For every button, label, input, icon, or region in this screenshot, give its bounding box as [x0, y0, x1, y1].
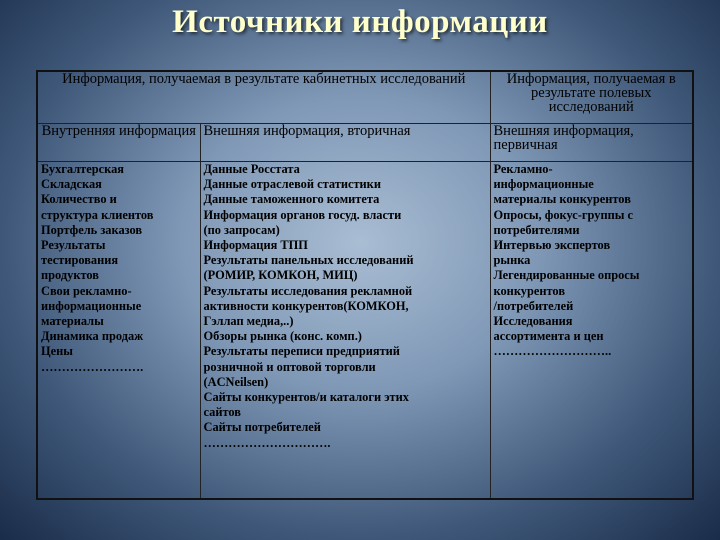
list-item: структура клиентов	[41, 207, 154, 222]
list-item: Результаты переписи предприятий	[203, 344, 400, 359]
list-item: Сайты конкурентов/и каталоги этих	[203, 390, 409, 405]
list-item: Результаты панельных исследований	[203, 253, 414, 268]
list-item: Информация органов госуд. власти	[203, 207, 402, 222]
list-item: информационные	[41, 298, 142, 313]
list-item: ………………………….	[203, 435, 331, 450]
list-item: рынка	[493, 253, 531, 268]
list-item: активности конкурентов(КОМКОН,	[203, 298, 409, 313]
internal-info-list	[37, 162, 200, 500]
list-item: информационные	[493, 177, 594, 192]
list-item: Данные отраслевой статистики	[203, 177, 381, 192]
information-sources-table	[36, 70, 694, 500]
internal-info-subheader: Внутренняя информация	[37, 124, 200, 162]
list-item: Данные Росстата	[203, 162, 300, 176]
list-item: Портфель заказов	[41, 222, 143, 237]
list-item: материалы конкурентов	[493, 192, 631, 207]
field-research-header: Информация, получаемая в результате полевых исследований	[490, 71, 693, 124]
list-item: Свои рекламно-	[41, 283, 132, 298]
list-item: конкурентов	[493, 283, 566, 298]
list-item: (ACNeilsen)	[203, 374, 269, 389]
list-item: тестирования	[41, 253, 119, 268]
list-item: материалы	[41, 314, 104, 329]
list-item: потребителями	[493, 222, 580, 237]
cabinet-research-header: Информация, получаемая в результате кабинетных исследований	[37, 71, 490, 124]
external-primary-list	[490, 162, 693, 500]
list-item: продуктов	[41, 268, 99, 283]
list-item: Динамика продаж	[41, 329, 144, 344]
list-item: Легендированные опросы	[493, 268, 640, 283]
list-item: Опросы, фокус-группы с	[493, 207, 634, 222]
list-item: ассортимента и цен	[493, 329, 604, 344]
list-item: (по запросам)	[203, 222, 280, 237]
list-item: Исследования	[493, 314, 573, 329]
external-secondary-subheader: Внешняя информация, вторичная	[200, 124, 490, 162]
list-item: Рекламно-	[493, 162, 553, 176]
subheader-row	[37, 124, 693, 162]
list-item: Бухгалтерская	[41, 162, 124, 176]
external-secondary-list	[200, 162, 490, 500]
list-item: Складская	[41, 177, 102, 192]
header-row	[37, 71, 693, 124]
list-item: Результаты	[41, 238, 106, 253]
list-item: (РОМИР, КОМКОН, МИЦ)	[203, 268, 358, 283]
list-item: Сайты потребителей	[203, 420, 321, 435]
slide-title: Источники информации	[172, 4, 548, 40]
content-row	[37, 162, 693, 500]
list-item: Интервью экспертов	[493, 238, 611, 253]
list-item: Данные таможенного комитета	[203, 192, 380, 207]
list-item: сайтов	[203, 405, 241, 420]
list-item: Гэллап медиа,..)	[203, 314, 294, 329]
list-item: Количество и	[41, 192, 117, 207]
list-item: /потребителей	[493, 298, 574, 313]
list-item: Результаты исследования рекламной	[203, 283, 413, 298]
list-item: Цены	[41, 344, 73, 359]
list-item: Обзоры рынка (конс. комп.)	[203, 329, 362, 344]
list-item: ………………………..	[493, 344, 612, 359]
list-item: розничной и оптовой торговли	[203, 359, 376, 374]
list-item: Информация ТПП	[203, 238, 308, 253]
external-primary-subheader: Внешняя информация, первичная	[490, 124, 693, 162]
list-item: …………………….	[41, 359, 144, 374]
